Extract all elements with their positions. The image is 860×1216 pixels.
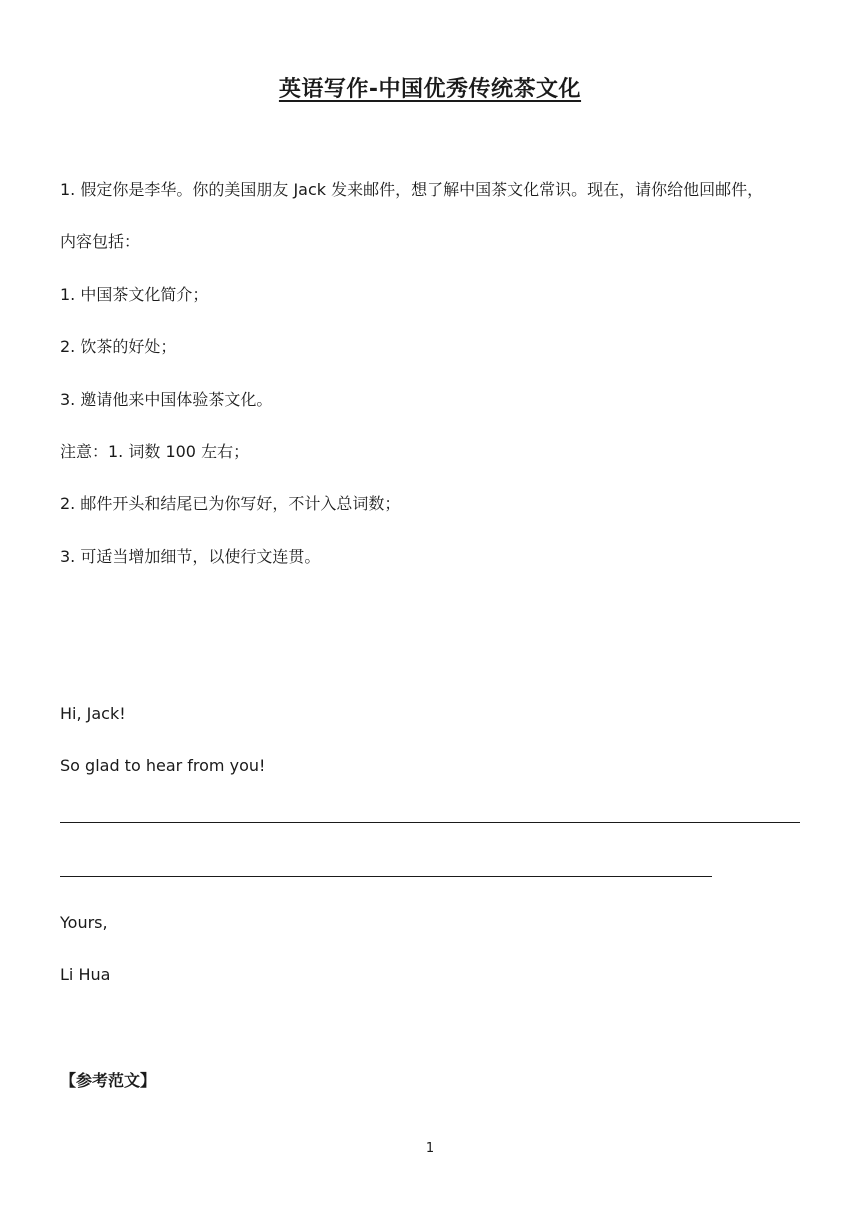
letter-closing: Yours, <box>60 913 108 932</box>
content-point-2: 2. 饮茶的好处； <box>60 337 177 356</box>
content-point-3: 3. 邀请他来中国体验茶文化。 <box>60 390 273 409</box>
prompt-line-2: 内容包括： <box>60 232 141 251</box>
letter-opening: So glad to hear from you! <box>60 756 266 775</box>
content-point-1: 1. 中国茶文化简介； <box>60 285 209 304</box>
prompt-line-1: 1. 假定你是李华。你的美国朋友 Jack 发来邮件，想了解中国茶文化常识。现在，请你给他回邮件， <box>60 180 764 199</box>
answer-blank-line-2[interactable] <box>60 876 712 877</box>
letter-greeting: Hi, Jack! <box>60 704 126 723</box>
reference-essay-heading: 【参考范文】 <box>60 1071 157 1090</box>
page-number: 1 <box>425 1141 435 1156</box>
letter-signature: Li Hua <box>60 965 111 984</box>
note-3: 3. 可适当增加细节，以使行文连贯。 <box>60 547 321 566</box>
note-1: 注意：1. 词数 100 左右； <box>60 442 250 461</box>
note-2: 2. 邮件开头和结尾已为你写好，不计入总词数； <box>60 494 401 513</box>
document-title: 英语写作-中国优秀传统茶文化 <box>278 77 582 102</box>
answer-blank-line-1[interactable] <box>60 822 800 823</box>
